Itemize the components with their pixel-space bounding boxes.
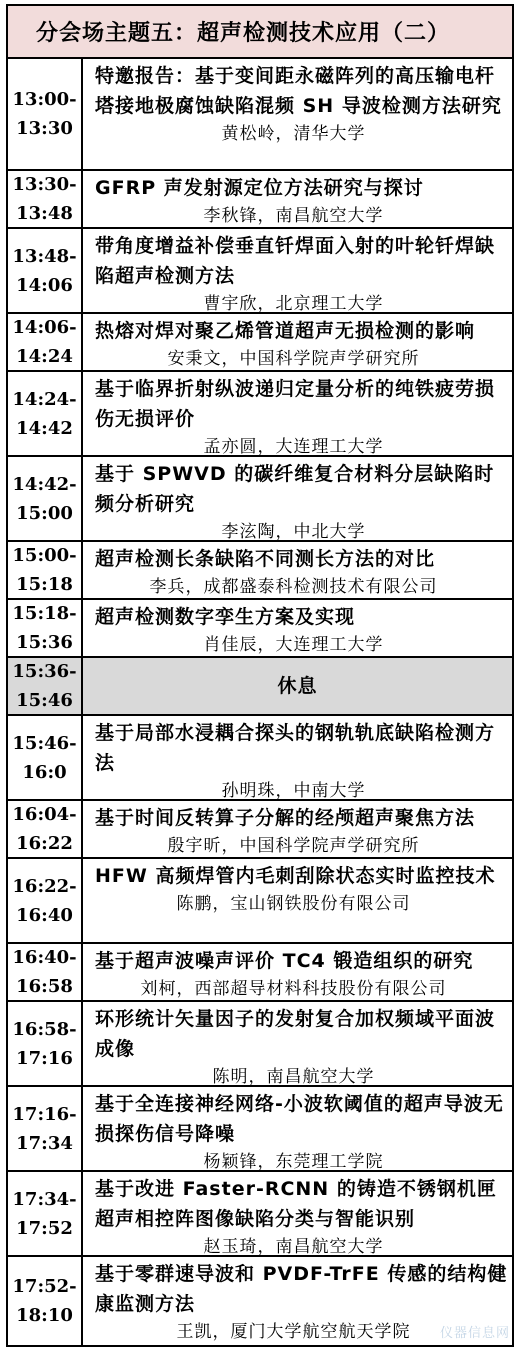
talk-cell: [83, 372, 512, 455]
talk-title: 基于改进 Faster-RCNN 的铸造不锈钢机匣超声相控阵图像缺陷分类与智能识别: [95, 1178, 497, 1230]
talk-title: 基于 SPWVD 的碳纤维复合材料分层缺陷时频分析研究: [95, 463, 495, 515]
time-start: 15:36-: [12, 661, 77, 682]
time-start: 17:16-: [12, 1103, 77, 1125]
time-end: 18:10: [16, 1305, 73, 1326]
time-end: 17:16: [16, 1047, 73, 1069]
talk-title: 基于临界折射纵波递归定量分析的纯铁疲劳损伤无损评价: [95, 378, 496, 430]
talk-title: 带角度增益补偿垂直钎焊面入射的叶轮钎焊缺陷超声检测方法: [95, 235, 496, 287]
time-end: 16:0: [22, 761, 67, 783]
session-row: [8, 229, 512, 314]
talk-title: 特邀报告：基于变间距永磁阵列的高压输电杆塔接地极腐蚀缺陷混频 SH 导波检测方法研究: [95, 65, 502, 117]
talk-cell: [83, 171, 512, 227]
session-row: [8, 859, 512, 944]
time-cell: [8, 716, 83, 799]
session-header: [8, 6, 512, 59]
time-cell: [8, 1172, 83, 1255]
talk-cell: [83, 1002, 512, 1085]
talk-cell: [83, 716, 512, 799]
schedule-rows: [8, 59, 512, 1345]
time-end: 16:58: [16, 976, 73, 997]
time-start: 13:00-: [12, 89, 77, 110]
session-row: [8, 457, 512, 542]
time-cell: [8, 372, 83, 455]
time-start: 14:24-: [12, 388, 77, 410]
talk-speaker: 陈明，南昌航空大学: [212, 1067, 375, 1087]
time-cell: [8, 1002, 83, 1085]
talk-title: 环形统计矢量因子的发射复合加权频域平面波成像: [95, 1008, 496, 1060]
time-cell: [8, 658, 83, 714]
talk-speaker: 赵玉琦，南昌航空大学: [203, 1237, 384, 1257]
talk-speaker: 王凯，厦门大学航空航天学院: [176, 1322, 411, 1342]
time-end: 15:00: [16, 502, 73, 524]
time-start: 16:04-: [12, 804, 77, 825]
talk-title: GFRP 声发射源定位方法研究与探讨: [95, 177, 424, 199]
talk-title: 基于局部水浸耦合探头的钢轨轨底缺陷检测方法: [95, 722, 496, 774]
session-row: [8, 59, 512, 171]
session-row: [8, 716, 512, 801]
session-row: [8, 1087, 512, 1172]
session-row: [8, 1002, 512, 1087]
time-cell: [8, 1087, 83, 1170]
talk-cell: [83, 542, 512, 598]
time-end: 15:36: [16, 632, 73, 653]
talk-speaker: 孙明珠，中南大学: [221, 781, 366, 801]
time-cell: [8, 457, 83, 540]
talk-title: HFW 高频焊管内毛刺刮除状态实时监控技术: [95, 865, 496, 887]
watermark: 仪器信息网: [439, 1326, 510, 1341]
time-cell: [8, 600, 83, 656]
time-end: 16:40: [16, 904, 73, 926]
talk-cell: [83, 1087, 512, 1170]
talk-title: 热熔对焊对聚乙烯管道超声无损检测的影响: [95, 320, 476, 342]
time-end: 15:46: [16, 690, 73, 711]
talk-title: 基于零群速导波和 PVDF-TrFE 传感的结构健康监测方法: [95, 1263, 508, 1315]
time-cell: [8, 859, 83, 942]
time-start: 15:18-: [12, 603, 77, 624]
talk-speaker: 肖佳辰，大连理工大学: [203, 635, 384, 655]
session-row: [8, 372, 512, 457]
session-title: 分会场主题五：超声检测技术应用（二）: [36, 21, 451, 46]
time-end: 14:06: [16, 274, 73, 296]
talk-cell: [83, 457, 512, 540]
time-start: 13:30-: [12, 174, 77, 195]
time-start: 15:46-: [12, 732, 77, 754]
talk-speaker: 杨颖锋，东莞理工学院: [203, 1152, 384, 1172]
talk-speaker: 陈鹏，宝山钢铁股份有限公司: [176, 894, 411, 914]
talk-title: 基于全连接神经网络-小波软阈值的超声导波无损探伤信号降噪: [95, 1093, 504, 1145]
time-cell: [8, 59, 83, 169]
break-row: [8, 658, 512, 716]
time-start: 17:34-: [12, 1188, 77, 1210]
time-cell: [8, 944, 83, 1000]
time-start: 16:40-: [12, 947, 77, 968]
talk-speaker: 李泫陶，中北大学: [221, 522, 366, 542]
time-cell: [8, 171, 83, 227]
talk-cell: [83, 944, 512, 1000]
talk-cell: [83, 59, 512, 169]
time-cell: [8, 801, 83, 857]
time-end: 17:34: [16, 1132, 73, 1154]
time-start: 16:58-: [12, 1018, 77, 1040]
session-row: [8, 1257, 512, 1345]
talk-title: 超声检测数字孪生方案及实现: [95, 606, 356, 628]
time-start: 13:48-: [12, 245, 77, 267]
time-end: 13:48: [16, 203, 73, 224]
time-start: 17:52-: [12, 1276, 77, 1297]
talk-speaker: 李兵，成都盛泰科检测技术有限公司: [149, 577, 438, 597]
talk-title: 基于超声波噪声评价 TC4 锻造组织的研究: [95, 950, 474, 972]
break-label: 休息: [277, 675, 318, 697]
time-start: 16:22-: [12, 875, 77, 897]
talk-cell: [83, 658, 512, 714]
time-end: 16:22: [16, 833, 73, 854]
time-end: 14:42: [16, 417, 73, 439]
talk-cell: [83, 801, 512, 857]
talk-speaker: 安秉文，中国科学院声学研究所: [167, 349, 420, 369]
talk-speaker: 殷宇昕，中国科学院声学研究所: [167, 836, 420, 856]
time-cell: [8, 542, 83, 598]
session-row: [8, 801, 512, 859]
talk-cell: [83, 314, 512, 370]
talk-cell: [83, 859, 512, 942]
time-end: 17:52: [16, 1217, 73, 1239]
time-end: 13:30: [16, 118, 73, 139]
session-row: [8, 171, 512, 229]
time-cell: [8, 314, 83, 370]
time-end: 15:18: [16, 574, 73, 595]
time-cell: [8, 1257, 83, 1345]
session-row: [8, 314, 512, 372]
talk-speaker: 曹宇欣，北京理工大学: [203, 294, 384, 314]
session-row: [8, 600, 512, 658]
talk-title: 基于时间反转算子分解的经颅超声聚焦方法: [95, 807, 476, 829]
talk-cell: [83, 600, 512, 656]
talk-speaker: 孟亦圆，大连理工大学: [203, 437, 384, 457]
talk-speaker: 刘柯，西部超导材料科技股份有限公司: [140, 979, 447, 999]
time-start: 14:06-: [12, 317, 77, 338]
session-row: [8, 1172, 512, 1257]
session-row: [8, 944, 512, 1002]
schedule-table: [6, 4, 514, 1347]
time-cell: [8, 229, 83, 312]
session-row: [8, 542, 512, 600]
time-start: 14:42-: [12, 473, 77, 495]
talk-cell: [83, 1172, 512, 1255]
time-end: 14:24: [16, 346, 73, 367]
talk-speaker: 黄松岭，清华大学: [221, 124, 366, 144]
talk-title: 超声检测长条缺陷不同测长方法的对比: [95, 548, 436, 570]
talk-speaker: 李秋锋，南昌航空大学: [203, 206, 384, 226]
time-start: 15:00-: [12, 545, 77, 566]
talk-cell: [83, 229, 512, 312]
